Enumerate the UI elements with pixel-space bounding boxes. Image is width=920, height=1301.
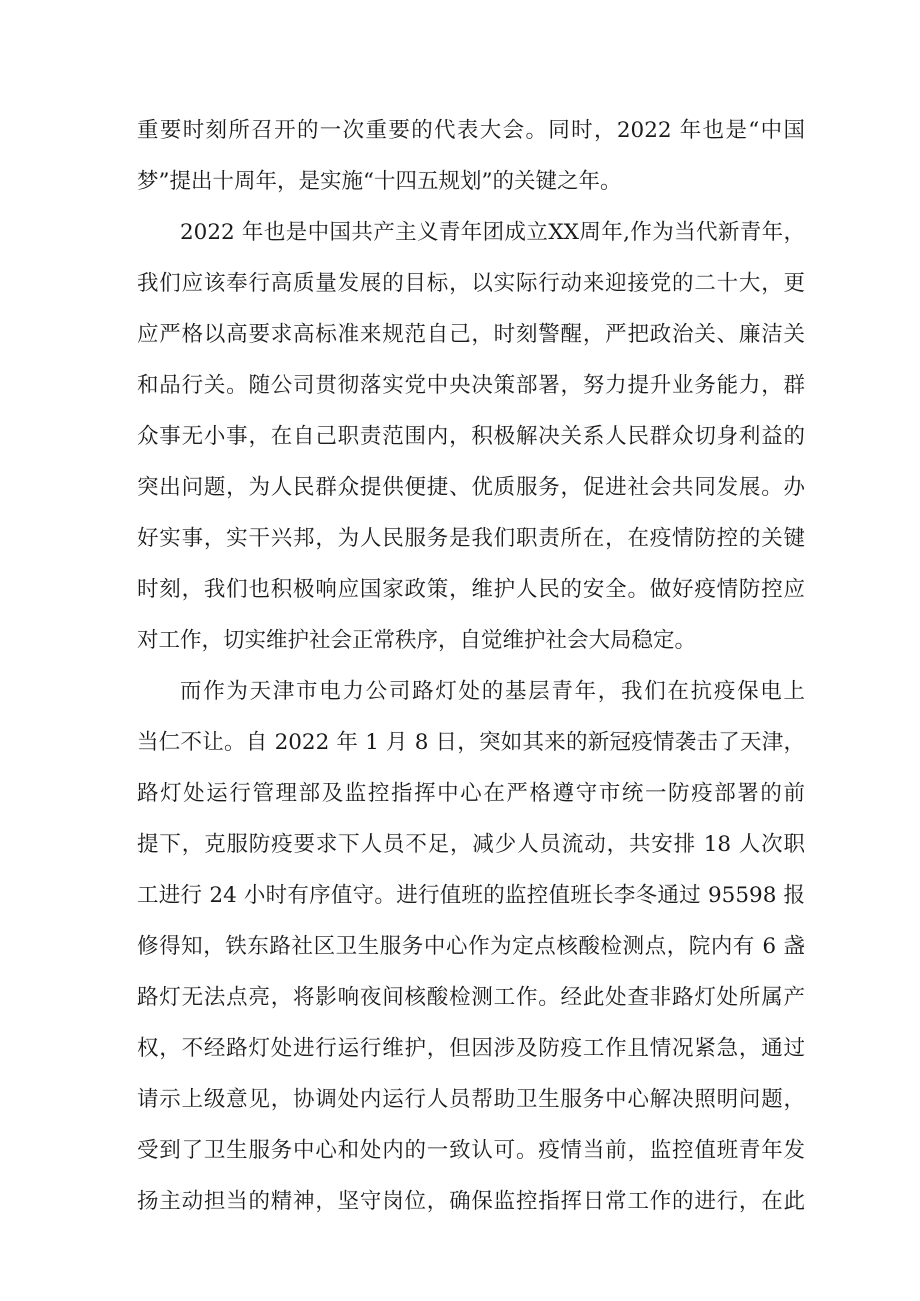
text-line: 应严格以高要求高标准来规范自己，时刻警醒，严把政治关、廉洁关 — [137, 322, 805, 347]
text-line: 提下，克服防疫要求下人员不足，减少人员流动，共安排 18 人次职 — [137, 832, 805, 857]
text-line: 扬主动担当的精神，坚守岗位，确保监控指挥日常工作的进行，在此 — [137, 1189, 805, 1214]
text-line: 对工作，切实维护社会正常秩序，自觉维护社会大局稳定。 — [137, 628, 697, 653]
text-line: 请示上级意见，协调处内运行人员帮助卫生服务中心解决照明问题， — [137, 1087, 805, 1112]
text-line: 受到了卫生服务中心和处内的一致认可。疫情当前，监控值班青年发 — [137, 1138, 805, 1163]
text-line: 权，不经路灯处进行运行维护，但因涉及防疫工作且情况紧急，通过 — [137, 1036, 805, 1061]
text-line: 路灯处运行管理部及监控指挥中心在严格遵守市统一防疫部署的前 — [137, 781, 805, 806]
text-line: 工进行 24 小时有序值守。进行值班的监控值班长李冬通过 95598 报 — [137, 883, 805, 908]
text-line: 我们应该奉行高质量发展的目标，以实际行动来迎接党的二十大，更 — [137, 271, 805, 296]
text-line: 时刻，我们也积极响应国家政策，维护人民的安全。做好疫情防控应 — [137, 577, 805, 602]
text-line: 而作为天津市电力公司路灯处的基层青年，我们在抗疫保电上 — [180, 679, 805, 704]
text-line: 好实事，实干兴邦，为人民服务是我们职责所在，在疫情防控的关键 — [137, 526, 805, 551]
text-line: 众事无小事，在自己职责范围内，积极解决关系人民群众切身利益的 — [137, 424, 805, 449]
text-line: 修得知，铁东路社区卫生服务中心作为定点核酸检测点，院内有 6 盏 — [137, 934, 805, 959]
text-line: 当仁不让。自 2022 年 1 月 8 日，突如其来的新冠疫情袭击了天津， — [137, 730, 805, 755]
text-line: 2022 年也是中国共产主义青年团成立XX周年,作为当代新青年， — [180, 220, 805, 245]
text-line: 和品行关。随公司贯彻落实党中央决策部署，努力提升业务能力，群 — [137, 373, 805, 398]
text-line: 路灯无法点亮，将影响夜间核酸检测工作。经此处查非路灯处所属产 — [137, 985, 805, 1010]
text-line: 重要时刻所召开的一次重要的代表大会。同时，2022 年也是“中国 — [137, 118, 805, 143]
text-line: 梦”提出十周年，是实施“十四五规划”的关键之年。 — [137, 169, 622, 194]
text-line: 突出问题，为人民群众提供便捷、优质服务，促进社会共同发展。办 — [137, 475, 805, 500]
